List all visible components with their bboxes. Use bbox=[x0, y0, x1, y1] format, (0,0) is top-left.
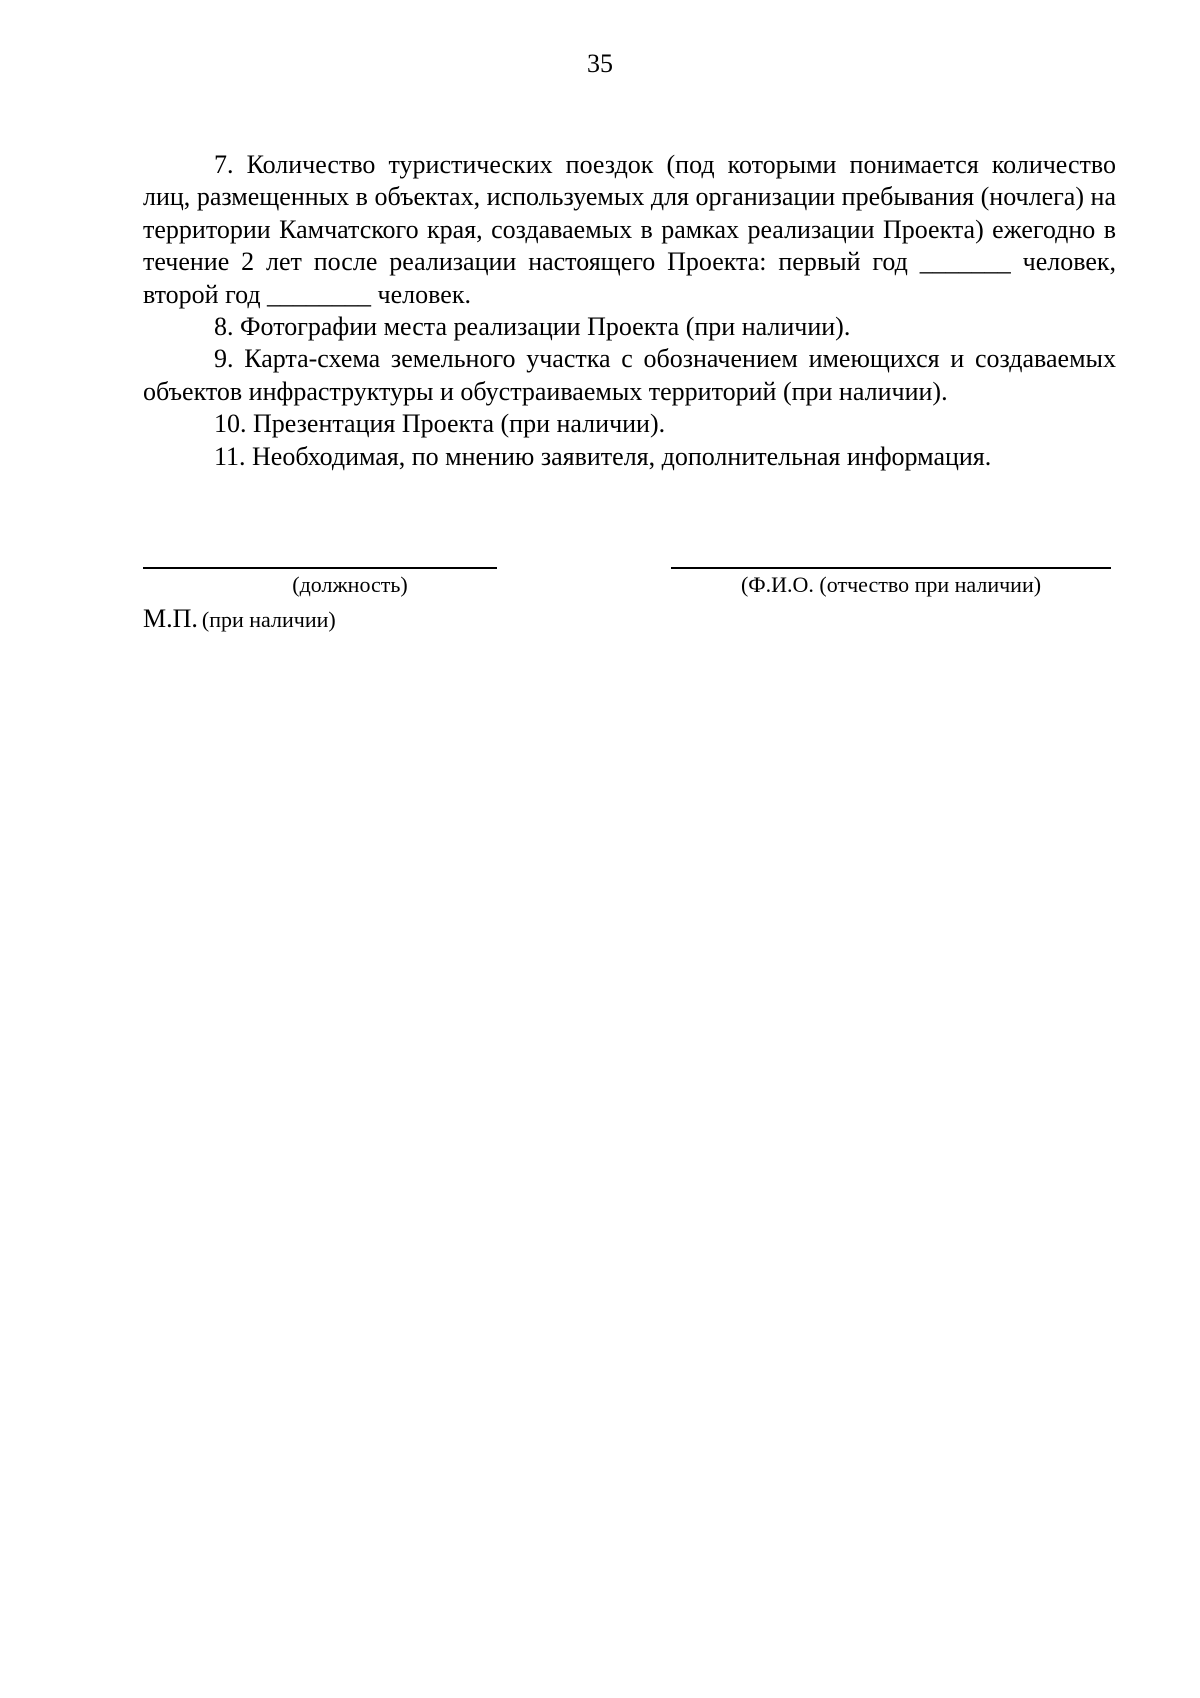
stamp-row bbox=[143, 602, 336, 640]
name-caption: (Ф.И.О. (отчество при наличии) bbox=[740, 572, 1042, 597]
list-item-8: 8. Фотографии места реализации Проекта (при наличии). bbox=[214, 312, 851, 342]
name-signature-line bbox=[671, 567, 1111, 569]
list-item-7: 7. Количество туристических поездок (под которыми понимается количество лиц, размещенных в объектах, используемых для организации пребывания (ночлега) на территории Камчатского края, создаваемых в рамках реализации Проекта) ежегодно в течение 2 лет после реализации настоящего Проекта: первый год _______ человек, второй год ________ человек. bbox=[143, 150, 1116, 309]
list-item-10: 10. Презентация Проекта (при наличии). bbox=[214, 409, 666, 439]
stamp-note: (при наличии) bbox=[201, 607, 336, 632]
document-body bbox=[143, 149, 1116, 473]
list-item-11: 11. Необходимая, по мнению заявителя, дополнительная информация. bbox=[214, 441, 992, 471]
list-item-9: 9. Карта-схема земельного участка с обозначением имеющихся и создаваемых объектов инфраструктуры и обустраиваемых территорий (при наличии). bbox=[143, 344, 1116, 406]
position-signature-line bbox=[143, 567, 497, 569]
page-number: 35 bbox=[587, 49, 613, 78]
position-caption: (должность) bbox=[292, 572, 408, 597]
stamp-label: М.П. bbox=[143, 604, 198, 633]
